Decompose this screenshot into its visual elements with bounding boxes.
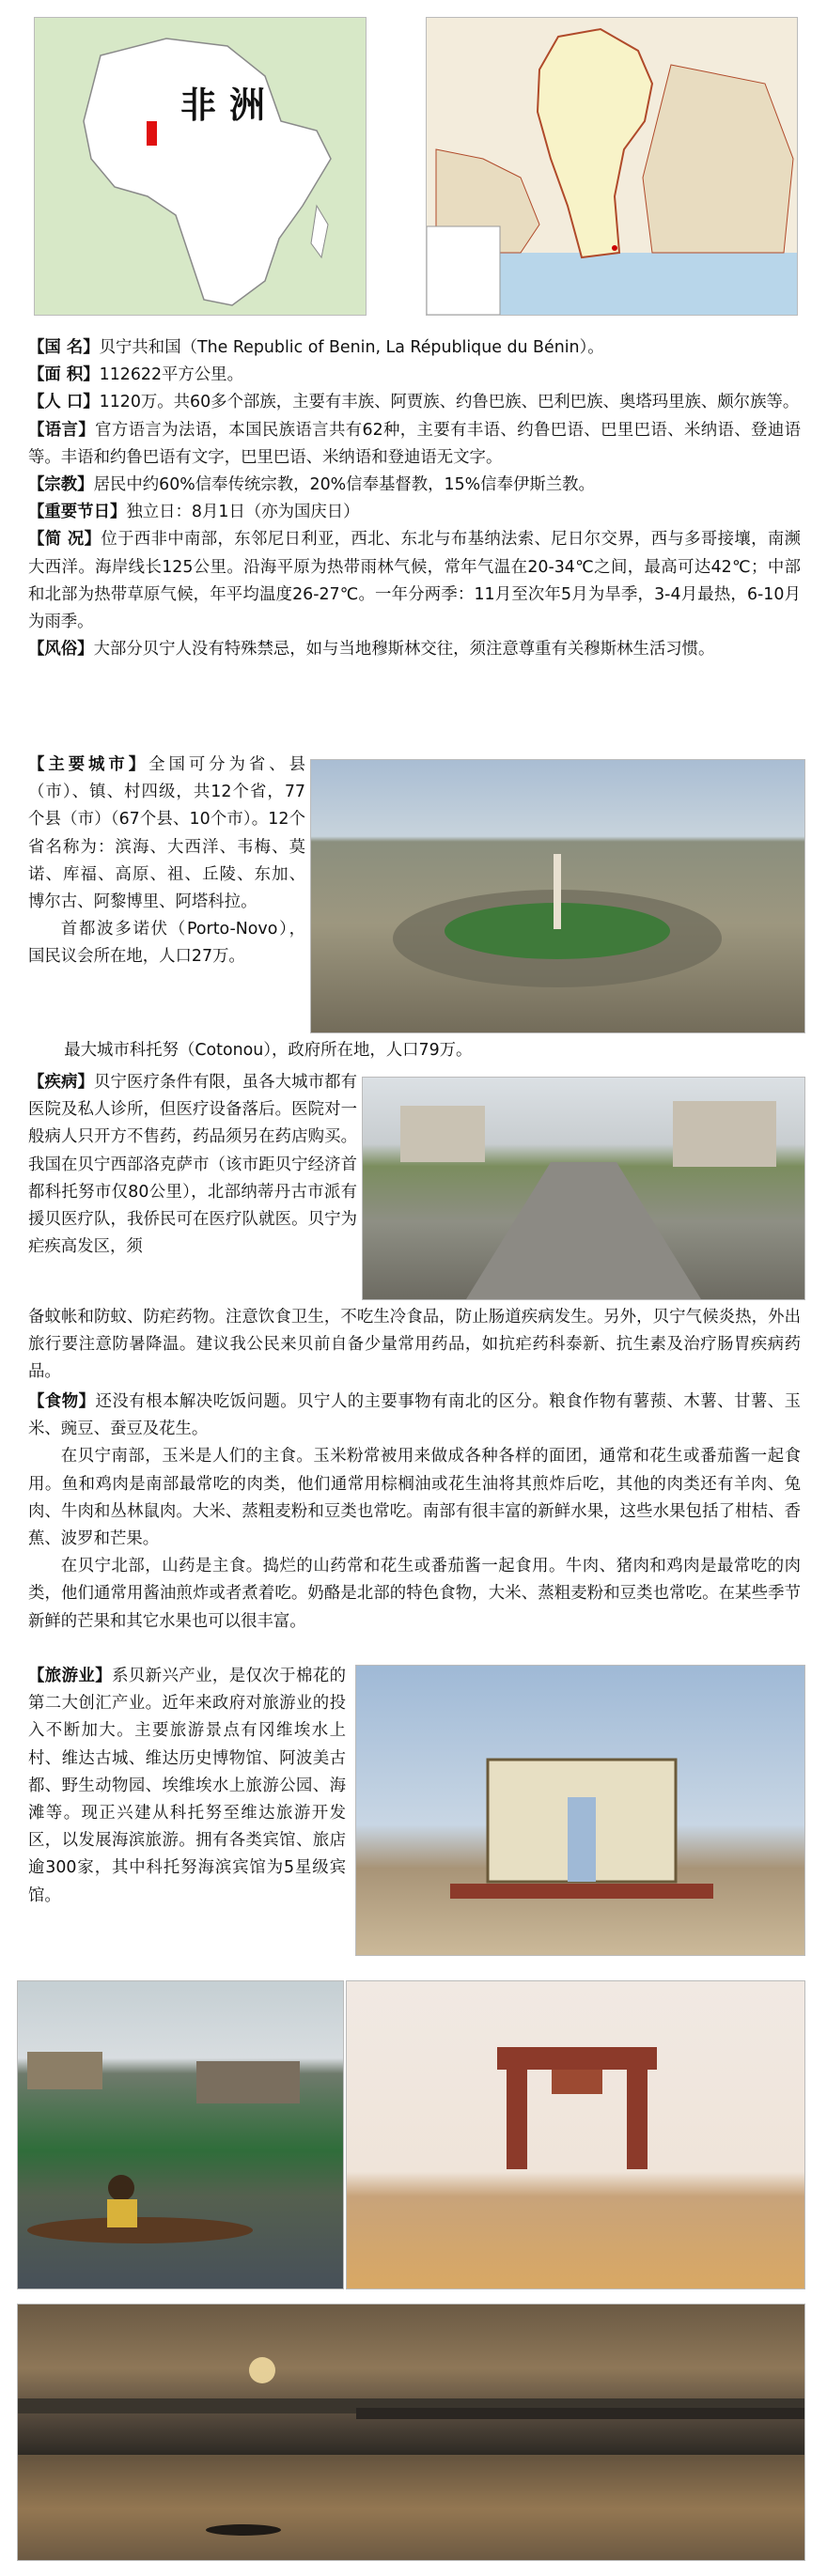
cities-section xyxy=(28,752,305,971)
bridge-sunset-photo xyxy=(17,2304,805,2561)
population-label: 【人 口】 xyxy=(28,393,100,412)
language-line xyxy=(28,417,801,472)
door-of-no-return-photo xyxy=(355,1665,805,1956)
country-name-label: 【国 名】 xyxy=(28,338,100,357)
disease-label: 【疾病】 xyxy=(28,1073,95,1092)
religion-text: 居民中约60%信奉传统宗教，20%信奉基督教，15%信奉伊斯兰教。 xyxy=(93,475,595,495)
food-north-text: 在贝宁北部，山药是主食。捣烂的山药常和花生或番茄酱一起食用。牛肉、猪肉和鸡肉是最常吃的肉类，他们通常用酱油煎炸或者煮着吃。奶酪是北部的特色食物，大米、蒸粗麦粉和豆类也常吃。在某些季节新鲜的芒果和其它水果也可以很丰富。 xyxy=(28,1557,801,1631)
food-section xyxy=(28,1389,801,1636)
country-name-text: 贝宁共和国（The Republic of Benin, La République du Bénin）。 xyxy=(99,338,604,357)
tourism-text: 【旅游业】系贝新兴产业，是仅次于棉花的第二大创汇产业。近年来政府对旅游业的投入不断加大。主要旅游景点有冈维埃水上村、维达古城、维达历史博物馆、阿波美古都、野生动物园、埃维埃水上旅游公园、海滩等。现正兴建从科托努至维达旅游开发区，以发展海滨旅游。拥有各类宾馆、旅店逾300家，其中科托努海滨宾馆为5星级宾馆。 xyxy=(28,1667,346,1905)
customs-line xyxy=(28,636,801,663)
stilt-village-photo xyxy=(17,1980,344,2289)
religion-line xyxy=(28,472,801,499)
holiday-line xyxy=(28,499,801,526)
cities-text-3: 最大城市科托努（Cotonou），政府所在地，人口79万。 xyxy=(64,1041,473,1060)
tourism-section xyxy=(28,1663,346,1910)
africa-label: 非洲 xyxy=(180,85,279,126)
disease-text-1: 【疾病】贝宁医疗条件有限，虽各大城市都有医院及私人诊所，但医疗设备落后。医院对一般病人只开方不售药，药品须另在药店购买。我国在贝宁西部洛克萨市（该市距贝宁经济首都科托努市仅80公里），北部纳蒂丹古市派有援贝医疗队，我侨民可在医疗队就医。贝宁为疟疾高发区，须 xyxy=(28,1073,357,1257)
language-label: 【语言】 xyxy=(28,420,96,440)
customs-label: 【风俗】 xyxy=(28,640,94,660)
overview-line xyxy=(28,526,801,636)
area-line xyxy=(28,362,801,389)
gate-on-beach-photo xyxy=(346,1980,805,2289)
cotonou-plaza-photo xyxy=(310,759,805,1033)
benin-map-image xyxy=(426,17,798,316)
cities-label: 【主要城市】 xyxy=(28,755,149,774)
customs-text: 大部分贝宁人没有特殊禁忌，如与当地穆斯林交往，须注意尊重有关穆斯林生活习惯。 xyxy=(93,640,715,660)
street-scene-photo xyxy=(362,1077,805,1300)
cities-text-1: 【主要城市】全国可分为省、县（市）、镇、村四级，共12个省，77个县（市）（67个县、10个市）。12个省名称为：滨海、大西洋、韦梅、莫诺、库福、高原、祖、丘陵、东加、博尔古、阿黎博里、阿塔科拉。 xyxy=(28,755,305,912)
overview-label: 【简 况】 xyxy=(28,530,101,550)
area-text: 112622平方公里。 xyxy=(99,365,243,385)
food-text: 【食物】还没有根本解决吃饭问题。贝宁人的主要事物有南北的区分。粮食作物有薯蓣、木薯、甘薯、玉米、豌豆、蚕豆及花生。 xyxy=(28,1392,801,1439)
country-name-line xyxy=(28,334,801,362)
language-text: 官方语言为法语，本国民族语言共有62种，主要有丰语、约鲁巴语、巴里巴语、米纳语、登迪语等。丰语和约鲁巴语有文字，巴里巴语、米纳语和登迪语无文字。 xyxy=(28,420,801,467)
food-label: 【食物】 xyxy=(28,1392,96,1411)
disease-text-2: 备蚊帐和防蚊、防疟药物。注意饮食卫生，不吃生冷食品，防止肠道疾病发生。另外，贝宁气候炎热，外出旅行要注意防暑降温。建议我公民来贝前自备少量常用药品，如抗疟药科泰新、抗生素及治疗肠胃疾病药品。 xyxy=(28,1308,801,1382)
tourism-label: 【旅游业】 xyxy=(28,1667,113,1685)
africa-map-image xyxy=(34,17,367,316)
population-line xyxy=(28,389,801,416)
intro-section xyxy=(28,334,801,663)
religion-label: 【宗教】 xyxy=(28,475,94,495)
holiday-text: 独立日：8月1日（亦为国庆日） xyxy=(126,503,360,522)
overview-text: 位于西非中南部，东邻尼日利亚，西北、东北与布基纳法索、尼日尔交界，西与多哥接壤，南濒大西洋。海岸线长125公里。沿海平原为热带雨林气候，常年气温在20-34℃之间，最高可达42℃；中部和北部为热带草原气候，年平均温度26-27℃。一年分两季：11月至次年5月为旱季，3-4月最热，6-10月为雨季。 xyxy=(28,530,801,632)
food-south-text: 在贝宁南部，玉米是人们的主食。玉米粉常被用来做成各种各样的面团，通常和花生或番茄酱一起食用。鱼和鸡肉是南部最常吃的肉类，他们通常用棕榈油或花生油将其煎炸后吃，其他的肉类还有羊肉、兔肉、牛肉和丛林鼠肉。大米、蒸粗麦粉和豆类也常吃。南部有很丰富的新鲜水果，这些水果包括了柑桔、香蕉、波罗和芒果。 xyxy=(28,1447,801,1549)
disease-section xyxy=(28,1069,357,1261)
area-label: 【面 积】 xyxy=(28,365,100,385)
cities-text-2: 首都波多诺伏（Porto-Novo），国民议会所在地，人口27万。 xyxy=(28,920,305,967)
population-text: 1120万。共60多个部族，主要有丰族、阿贾族、约鲁巴族、巴利巴族、奥塔玛里族、颇尔族等。 xyxy=(99,393,800,412)
holiday-label: 【重要节日】 xyxy=(28,503,127,522)
